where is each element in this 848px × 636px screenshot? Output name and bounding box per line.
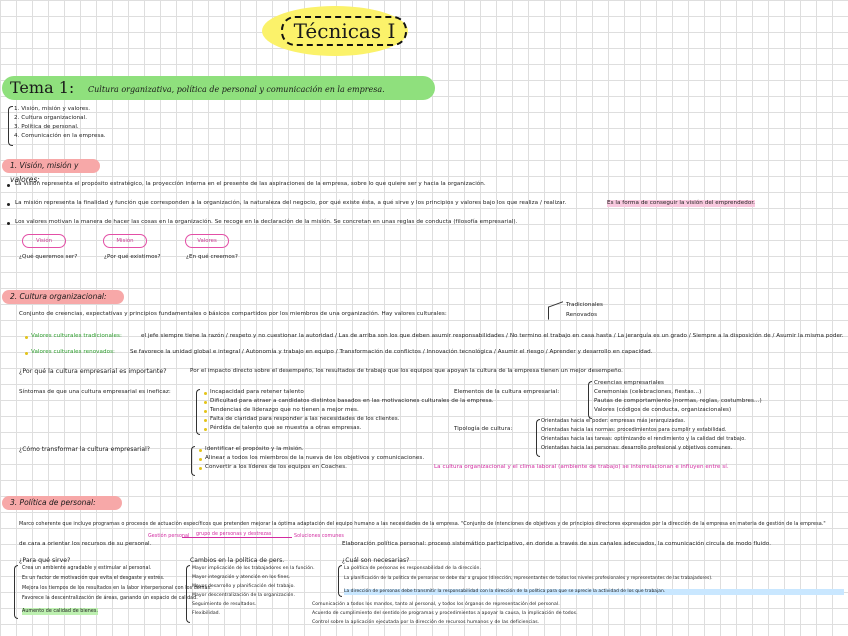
politica-definition: Marco coherente que incluye programas o procesos de actuación específicos que pretenden mejorar la óptima adaptación del equipo humano a las necesidades de la empresa. "Conjunto de intenciones de objetivos y de principios directores expresados por la dirección de la empresa en materia de gestión de la empresa." xyxy=(19,521,826,527)
sirve-brace xyxy=(14,565,18,619)
section-2-title: 2. Cultura organizacional: xyxy=(10,292,107,301)
pill-valores: Valores xyxy=(185,234,229,248)
index-item: 4. Comunicación en la empresa. xyxy=(14,133,106,139)
transformar-item: Identificar el propósito y la misión. xyxy=(205,446,304,452)
index-item: 2. Cultura organizacional. xyxy=(14,115,88,121)
transformar-brace xyxy=(191,446,195,476)
cambios-item: Seguimiento de resultados. xyxy=(192,602,257,607)
sirve-item: Mejora los tiempos de los resultados en la labor interpersonal con los demás. xyxy=(22,586,212,591)
section-3-header xyxy=(2,496,122,510)
question-mision: ¿Por qué existimos? xyxy=(104,254,161,260)
tradicionales-label: Valores culturales tradicionales: xyxy=(31,333,122,339)
sirve-question: ¿Para qué sirve? xyxy=(19,557,71,564)
branch-renovados: Renovados xyxy=(566,312,598,318)
tipologia-item: Orientadas hacia las normas: procedimientos para cumplir y estabilidad. xyxy=(541,427,727,433)
cultura-definition: Conjunto de creencias, expectativas y principios fundamentales o básicos compartidos por los miembros de una organización. Hay valores culturales: xyxy=(19,311,447,317)
transformar-item: Convertir a los líderes de los equipos en Coaches. xyxy=(205,464,348,470)
mision-highlight-text: Es la forma de conseguir la visión del emprendedor. xyxy=(607,200,755,206)
cual-item: La planificación de la política de personas se debe dar a grupos (dirección, representantes de todos los niveles profesionales y representantes de las trabajadores). xyxy=(344,576,713,581)
bullet xyxy=(199,449,202,452)
section-1-title: 1. Visión, misión y valores: xyxy=(10,161,79,184)
cambios-item: Mayor implicación de los trabajadores en la función. xyxy=(192,566,315,571)
sirve-item: Favorece la descentralización de áreas, ganando un espacio de calidad. xyxy=(22,596,198,601)
valores-text: Los valores motivan la manera de hacer las cosas en la organización. Se recoge en la declaración de la misión. Se concretan en unas reglas de conducta (filosofía empresarial). xyxy=(15,219,518,225)
bottom-item: Acuerdo de cumplimiento del sentido de programas y procedimientos a apoyar la causa, la implicación de todos. xyxy=(312,611,578,616)
question-vision: ¿Qué queremos ser? xyxy=(19,254,78,260)
tema-title: Cultura organizativa, política de personal y comunicación en la empresa. xyxy=(88,85,385,94)
transformar-label: ¿Cómo transformar la cultura empresarial? xyxy=(19,446,151,453)
flow-step: grupo de personas y destrezas xyxy=(196,532,272,537)
clima-text: La cultura organizacional y el clima laboral (ambiente de trabajo) se interrelacionan e influyen entre sí. xyxy=(434,464,729,470)
section-3-title: 3. Política de personal: xyxy=(10,498,96,507)
index-item: 1. Visión, misión y valores. xyxy=(14,106,91,112)
bullet xyxy=(204,410,207,413)
importance-answer: Por el impacto directo sobre el desempeño, los resultados de trabajo que los equipos que apoyan la cultura de la empresa tienen un mejor desempeño. xyxy=(190,368,623,374)
tradicionales-text: el jefe siempre tiene la razón / respeto y no cuestionar la autoridad / Las de arriba son los que deben asumir responsabilidades / No termino el trabajo en casa hasta / La jerarquía es un grado / Siempre a la disposición de / Asumir la misma poder. xyxy=(141,333,844,339)
index-item: 3. Política de personal. xyxy=(14,124,79,130)
sirve-item-highlight: Aumento de calidad de bienes. xyxy=(22,609,98,614)
sintoma-item: Falta de claridad para responder a las necesidades de los clientes. xyxy=(210,416,400,422)
sintoma-item: Incapacidad para retener talento xyxy=(210,389,304,395)
bullet xyxy=(204,401,207,404)
cambios-item: Mayor descentralización de la organización. xyxy=(192,593,295,598)
elemento-item: Ceremonias (celebraciones, fiestas...) xyxy=(594,389,702,395)
page-title: Técnicas I xyxy=(293,19,396,43)
branch-tradicionales: Tradicionales xyxy=(566,302,604,308)
pill-mision: Misión xyxy=(103,234,147,248)
bullet xyxy=(7,184,10,187)
elemento-item: Pautas de comportamiento (normas, reglas, costumbres...) xyxy=(594,398,762,404)
tipologia-item: Orientadas hacia las tareas: optimizando el rendimiento y la calidad del trabajo. xyxy=(541,436,746,442)
bullet xyxy=(7,203,10,206)
tipologia-label: Tipología de cultura: xyxy=(454,426,513,432)
bottom-item: Control sobre la aplicación ejecutada por la dirección de recursos humanos y de las deficiencias. xyxy=(312,620,540,625)
bullet xyxy=(199,467,202,470)
sintoma-item: Dificultad para atraer a candidatos distintos basados en las motivaciones culturales de la empresa. xyxy=(210,398,494,404)
bullet xyxy=(7,222,10,225)
flow-step: Gestión personal xyxy=(148,534,190,539)
elementos-label: Elementos de la cultura empresarial: xyxy=(454,389,560,395)
cambios-item: Flexibilidad. xyxy=(192,611,221,616)
branch-lines xyxy=(548,301,563,319)
cambios-item: Mayor integración y atención en los fines. xyxy=(192,575,291,580)
sirve-item: Crea un ambiente agradable y estimular al personal. xyxy=(22,566,152,571)
index-brace xyxy=(8,106,13,146)
bottom-item: Comunicación a todos los mandos, tanto al personal, y todos los órganos de representación del personal. xyxy=(312,602,560,607)
elemento-item: Valores (códigos de conducta, organizacionales) xyxy=(594,407,732,413)
cambios-question: Cambios en la política de pers. xyxy=(190,557,285,564)
elaboracion-text: Elaboración política personal: proceso sistemático participativo, en donde a través de sus canales adecuados, la comunicación circula de modo fluido. xyxy=(342,541,772,547)
tipologia-item: Orientadas hacia las personas: desarrollo profesional y objetivos comunes. xyxy=(541,445,733,451)
bullet xyxy=(204,428,207,431)
section-2-header xyxy=(2,290,124,304)
sintomas-brace xyxy=(196,389,200,435)
cambios-brace xyxy=(186,565,190,623)
cual-item: La dirección de personas debe transmitir la responsabilidad con la dirección de la política para que se aprecie la actividad de los que trabajan. xyxy=(344,589,844,595)
elementos-brace xyxy=(588,381,592,419)
pill-vision: Visión xyxy=(22,234,66,248)
cual-brace xyxy=(338,565,342,597)
elemento-item: Creencias empresariales xyxy=(594,380,665,386)
bullet xyxy=(25,336,28,339)
vision-text: La visión representa el propósito estratégico, la proyección interna en el presente de las aspiraciones de la empresa, sobre lo que quiere ser y hacia la organización. xyxy=(15,181,486,187)
sirve-item: Es un factor de motivación que evita el desgaste y estrés. xyxy=(22,576,165,581)
tema-number: Tema 1: xyxy=(10,78,75,97)
transformar-item: Alinear a todos los miembros de la nueva de los objetivos y comunicaciones. xyxy=(205,455,425,461)
question-valores: ¿En qué creemos? xyxy=(186,254,238,260)
sintomas-label: Síntomas de que una cultura empresarial es ineficaz: xyxy=(19,389,171,395)
tipologia-brace xyxy=(536,419,540,457)
politica-definition-end: de cara a orientar los recursos de su personal. xyxy=(19,541,152,547)
question-importance: ¿Por qué la cultura empresarial es importante? xyxy=(19,368,167,375)
bullet xyxy=(204,392,207,395)
bullet xyxy=(199,458,202,461)
cual-item: La política de personas es responsabilidad de la dirección. xyxy=(344,566,482,571)
cambios-item: Mayor desarrollo y planificación del trabajo. xyxy=(192,584,295,589)
flow-step: Soluciones comunes xyxy=(294,534,344,539)
sintoma-item: Tendencias de liderazgo que no tienen a mejor mes. xyxy=(210,407,359,413)
tipologia-item: Orientadas hacia el poder: empresas más jerarquizadas. xyxy=(541,418,686,424)
cual-question: ¿Cuál son necesarias? xyxy=(342,557,410,564)
sintoma-item: Pérdida de talento que se muestra a otras empresas. xyxy=(210,425,362,431)
bullet xyxy=(25,352,28,355)
renovados-label: Valores culturales renovados: xyxy=(31,349,115,355)
renovados-text: Se favorece la unidad global e integral / Autonomía y trabajo en equipo / Transformación de conflictos / Innovación tecnológica / Asumir el riesgo / Aprender y desarrollo en capacidad. xyxy=(130,349,653,355)
bullet xyxy=(204,419,207,422)
section-1-header xyxy=(2,159,100,184)
mision-text: La misión representa la finalidad y función que corresponden a la organización, la naturaleza del negocio, por qué existe ésta, a qué sirve y los principios y valores bajo los que realiza / realizar. xyxy=(15,200,567,206)
